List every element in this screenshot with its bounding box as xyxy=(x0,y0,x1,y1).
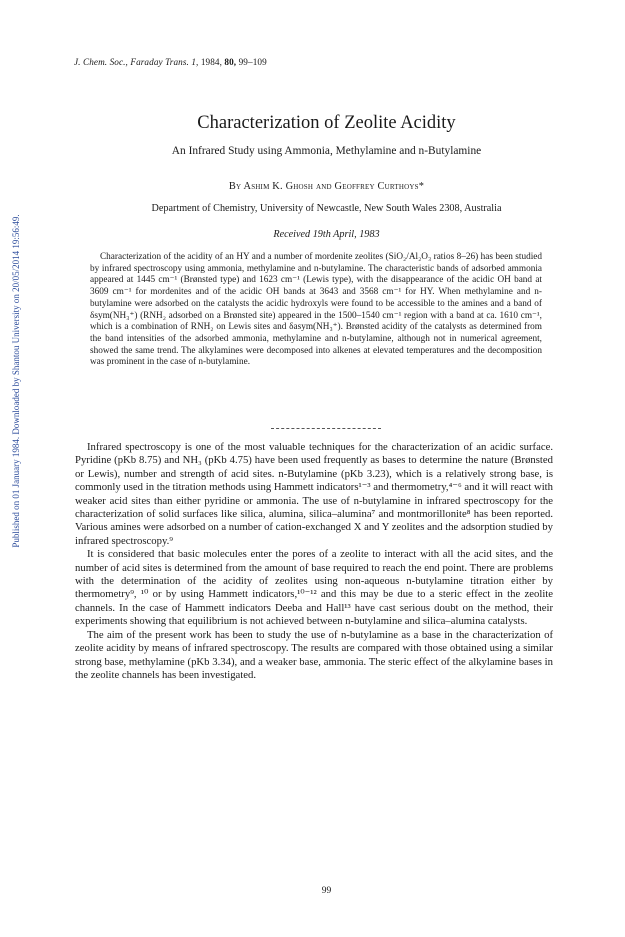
affiliation: Department of Chemistry, University of Newcastle, New South Wales 2308, Australia xyxy=(151,203,502,214)
journal-volume: 80, xyxy=(224,57,237,67)
journal-name: J. Chem. Soc., Faraday Trans. 1, xyxy=(74,57,199,67)
received-date: Received 19th April, 1983 xyxy=(273,229,380,240)
journal-year: 1984, xyxy=(200,57,222,67)
download-watermark[interactable]: Published on 01 January 1984. Downloaded by Shantou University on 20/05/2014 19:56:49. xyxy=(11,214,21,548)
authors-line: By Ashim K. Ghosh and Geoffrey Curthoys* xyxy=(228,181,425,192)
body-paragraph-2: It is considered that basic molecules enter the pores of a zeolite to interact with all the acid sites, and the number of acid sites is determined from the amount of base required to reach the end point. There are problems with the determination of the acidity of zeolites using non-aqueous n-butylamine titration either by thermometry⁹, ¹⁰ or by using Hammett indicators,¹⁰⁻¹² and this may be due to a steric effect in the zeolite channels. In the case of Hammett indicators Deeba and Hall¹³ have cast serious doubt on the method, their experiments showing that equilibrium is not achieved between n-butylamine and silica–alumina catalysts. xyxy=(75,548,553,628)
body-paragraph-3: The aim of the present work has been to study the use of n-butylamine as a base in the characterization of zeolite acidity by means of infrared spectroscopy. The results are compared with those obtained using a similar strong base, methylamine (pKb 3.34), and a weaker base, ammonia. The steric effect of the alkylamine bases in the zeolite channels has been investigated. xyxy=(75,628,553,681)
body-paragraph-1: Infrared spectroscopy is one of the most valuable techniques for the characterization of an acidic surface. Pyridine (pKb 8.75) and NH₃ (pKb 4.75) have been used frequently as bases to determine the nature (Brønsted or Lewis), number and strength of acid sites. n-Butylamine (pKb 3.23), which is a relatively strong base, is commonly used in the titration methods using Hammett indicators¹⁻³ and thermometry,⁴⁻⁶ and it will react with weaker acid sites than either pyridine or ammonia. The use of n-butylamine in infrared spectroscopy for the characterization of solid surfaces like silica, alumina, silica–alumina⁷ and montmorillonite⁸ has been reported. Various amines were adsorbed on a number of cation-exchanged X and Y zeolites and the adsorption studied by infrared spectroscopy.⁹ xyxy=(75,441,553,547)
journal-pages: 99–109 xyxy=(238,57,267,67)
abstract xyxy=(90,252,542,369)
body-text xyxy=(75,441,553,682)
journal-citation xyxy=(74,57,267,67)
paper-title: Characterization of Zeolite Acidity xyxy=(197,113,456,133)
section-divider xyxy=(271,428,381,429)
paper-subtitle: An Infrared Study using Ammonia, Methylamine and n-Butylamine xyxy=(171,145,482,157)
page-number: 99 xyxy=(321,886,332,896)
abstract-text: Characterization of the acidity of an HY and a number of mordenite zeolites (SiO₂/Al₂O₃ ratios 8–26) has been studied by infrared spectroscopy using ammonia, methylamine and n-butylamine. The characteristic bands of adsorbed ammonia appeared at 1445 cm⁻¹ (Brønsted type) and 1623 cm⁻¹ (Lewis type), with the disappearance of the acidic OH band at 3609 cm⁻¹ for mordenites and of the acidic OH bands at 3643 and 3568 cm⁻¹ for HY. When methylamine and n-butylamine were adsorbed on the catalysts the acidic hydroxyls were found to be accessible to the amines and a band of δsym(NH₃⁺) (RNH₂ adsorbed on a Brønsted site) appeared in the 1500–1540 cm⁻¹ region with a band at ca. 1610 cm⁻¹, which is a combination of RNH₂ on Lewis sites and δasym(NH₃⁺). Brønsted acidity of the catalysts as determined from the band intensities of the adsorbed ammonia, methylamine and n-butylamine, although not in numerical agreement, showed the same trend. The alkylamines were decomposed into alkenes at elevated temperatures and the decomposition was prominent in the case of n-butylamine. xyxy=(90,252,542,368)
